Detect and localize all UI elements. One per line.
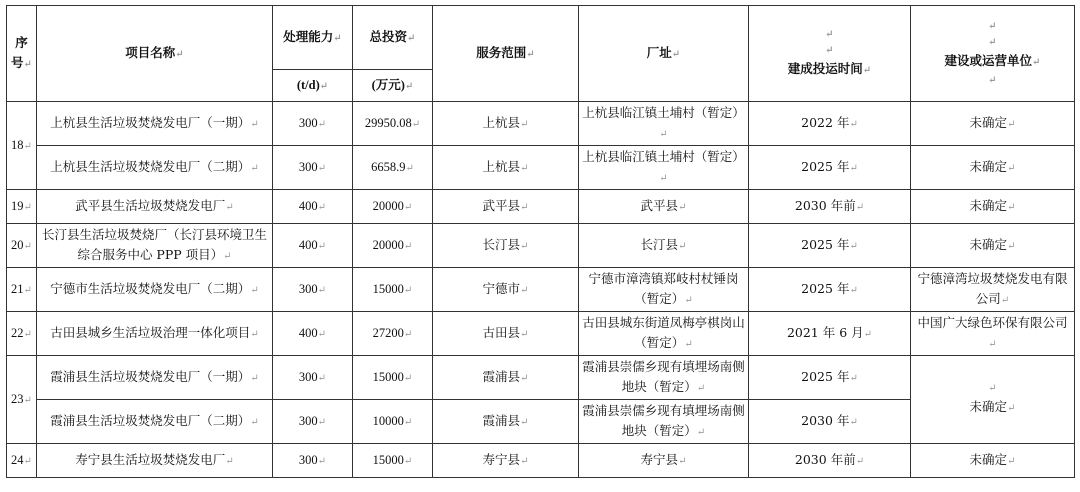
header-operator: ↵ ↵ 建设或运营单位↵ ↵: [911, 6, 1075, 102]
site-cell: 古田县城东街道凤梅亭棋岗山（暂定）↵: [579, 312, 749, 356]
time-cell: 2025 年↵: [749, 146, 911, 190]
operator-cell: 未确定↵: [911, 444, 1075, 478]
area-cell: 上杭县↵: [433, 102, 579, 146]
project-table: [6, 5, 1075, 478]
operator-cell: 未确定↵: [911, 146, 1075, 190]
site-cell: 霞浦县崇儒乡现有填埋场南侧地块（暂定）↵: [579, 400, 749, 444]
seq-cell: 19↵: [7, 190, 37, 224]
area-cell: 宁德市↵: [433, 268, 579, 312]
capacity-cell: 300↵: [273, 356, 353, 400]
site-cell: 上杭县临江镇土埔村（暂定）↵: [579, 102, 749, 146]
name-cell: 寿宁县生活垃圾焚烧发电厂↵: [37, 444, 273, 478]
site-cell: 武平县↵: [579, 190, 749, 224]
investment-cell: 6658.9↵: [353, 146, 433, 190]
table-row: [7, 312, 1075, 356]
site-cell: 长汀县↵: [579, 224, 749, 268]
table-row: [7, 224, 1075, 268]
investment-cell: 20000↵: [353, 190, 433, 224]
name-cell: 武平县生活垃圾焚烧发电厂↵: [37, 190, 273, 224]
investment-cell: 27200↵: [353, 312, 433, 356]
area-cell: 武平县↵: [433, 190, 579, 224]
investment-cell: 15000↵: [353, 356, 433, 400]
capacity-cell: 300↵: [273, 444, 353, 478]
time-cell: 2030 年↵: [749, 400, 911, 444]
header-service-area: 服务范围↵: [433, 6, 579, 102]
header-site: 厂址↵: [579, 6, 749, 102]
area-cell: 古田县↵: [433, 312, 579, 356]
table-row: [7, 190, 1075, 224]
time-cell: 2030 年前↵: [749, 444, 911, 478]
seq-cell: 22↵: [7, 312, 37, 356]
operator-cell: 未确定↵: [911, 224, 1075, 268]
operator-cell: 未确定↵: [911, 190, 1075, 224]
investment-cell: 20000↵: [353, 224, 433, 268]
capacity-cell: 300↵: [273, 268, 353, 312]
capacity-cell: 300↵: [273, 400, 353, 444]
capacity-cell: 300↵: [273, 146, 353, 190]
seq-cell: 24↵: [7, 444, 37, 478]
time-cell: 2025 年↵: [749, 356, 911, 400]
area-cell: 霞浦县↵: [433, 356, 579, 400]
operator-cell: 中国广大绿色环保有限公司↵: [911, 312, 1075, 356]
operator-cell: 未确定↵: [911, 102, 1075, 146]
site-cell: 宁德市漳湾镇郑岐村杖锤岗（暂定）↵: [579, 268, 749, 312]
site-cell: 上杭县临江镇土埔村（暂定）↵: [579, 146, 749, 190]
operator-cell: 宁德漳湾垃圾焚烧发电有限公司↵: [911, 268, 1075, 312]
operator-cell: ↵ 未确定↵: [911, 356, 1075, 444]
table-row: [7, 444, 1075, 478]
capacity-cell: 300↵: [273, 102, 353, 146]
name-cell: 霞浦县生活垃圾焚烧发电厂（二期）↵: [37, 400, 273, 444]
table-row: [7, 268, 1075, 312]
name-cell: 霞浦县生活垃圾焚烧发电厂（一期）↵: [37, 356, 273, 400]
time-cell: 2021 年 6 月↵: [749, 312, 911, 356]
name-cell: 长汀县生活垃圾焚烧厂（长汀县环境卫生综合服务中心 PPP 项目）↵: [37, 224, 273, 268]
seq-cell: 23↵: [7, 356, 37, 444]
header-investment-unit: (万元)↵: [353, 70, 433, 102]
capacity-cell: 400↵: [273, 190, 353, 224]
table-row: [7, 146, 1075, 190]
site-cell: 寿宁县↵: [579, 444, 749, 478]
seq-cell: 18↵: [7, 102, 37, 190]
time-cell: 2022 年↵: [749, 102, 911, 146]
name-cell: 宁德市生活垃圾焚烧发电厂（二期）↵: [37, 268, 273, 312]
time-cell: 2030 年前↵: [749, 190, 911, 224]
investment-cell: 15000↵: [353, 268, 433, 312]
area-cell: 上杭县↵: [433, 146, 579, 190]
capacity-cell: 400↵: [273, 224, 353, 268]
time-cell: 2025 年↵: [749, 224, 911, 268]
header-investment: 总投资↵: [353, 6, 433, 70]
table-row: [7, 102, 1075, 146]
header-capacity: 处理能力↵: [273, 6, 353, 70]
investment-cell: 29950.08↵: [353, 102, 433, 146]
header-operation-time: ↵ ↵ 建成投运时间↵: [749, 6, 911, 102]
area-cell: 寿宁县↵: [433, 444, 579, 478]
seq-cell: 21↵: [7, 268, 37, 312]
area-cell: 长汀县↵: [433, 224, 579, 268]
header-capacity-unit: (t/d)↵: [273, 70, 353, 102]
header-seq: 序号↵: [7, 6, 37, 102]
time-cell: 2025 年↵: [749, 268, 911, 312]
seq-cell: 20↵: [7, 224, 37, 268]
name-cell: 上杭县生活垃圾焚烧发电厂（二期）↵: [37, 146, 273, 190]
site-cell: 霞浦县崇儒乡现有填埋场南侧地块（暂定）↵: [579, 356, 749, 400]
table-row: [7, 356, 1075, 400]
investment-cell: 10000↵: [353, 400, 433, 444]
name-cell: 上杭县生活垃圾焚烧发电厂（一期）↵: [37, 102, 273, 146]
name-cell: 古田县城乡生活垃圾治理一体化项目↵: [37, 312, 273, 356]
investment-cell: 15000↵: [353, 444, 433, 478]
capacity-cell: 400↵: [273, 312, 353, 356]
area-cell: 霞浦县↵: [433, 400, 579, 444]
header-name: 项目名称↵: [37, 6, 273, 102]
